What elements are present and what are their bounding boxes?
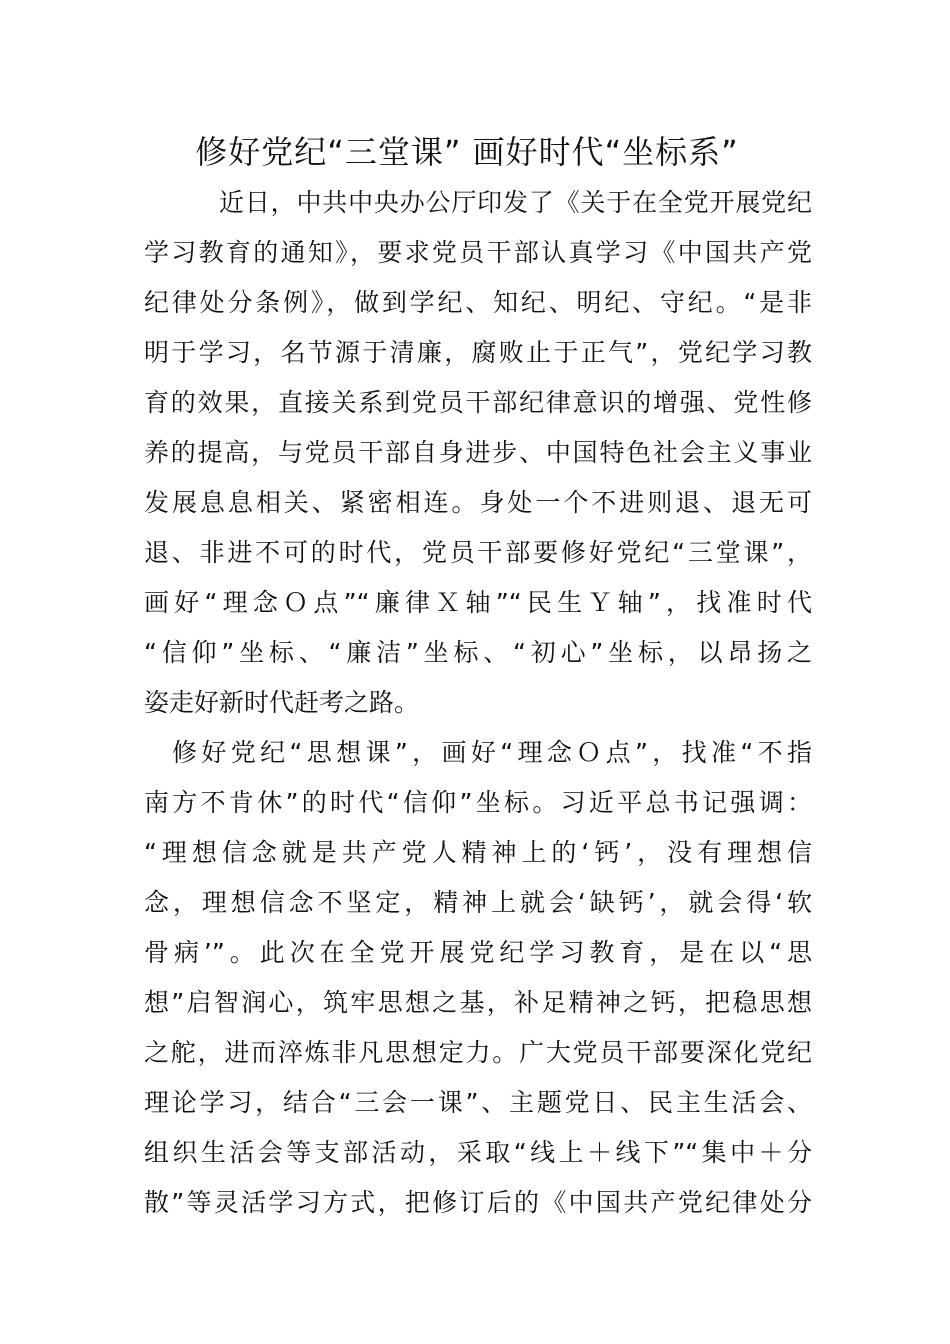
text-line: 想”启智润心，筑牢思想之基，补足精神之钙，把稳思想 xyxy=(144,988,812,1017)
text-line: “理想信念就是共产党人精神上的‘钙’，没有理想信 xyxy=(144,838,812,867)
text-line: 养的提高，与党员干部自身进步、中国特色社会主义事业 xyxy=(144,438,812,467)
text-line: 修好党纪“思想课”，画好“理念Ｏ点”，找准“不指 xyxy=(172,738,812,767)
text-line: 姿走好新时代赶考之路。 xyxy=(144,688,420,717)
text-line: 之舵，进而淬炼非凡思想定力。广大党员干部要深化党纪 xyxy=(144,1038,812,1067)
article-title: 修好党纪“三堂课” 画好时代“坐标系” xyxy=(195,133,739,171)
text-line: 南方不肯休”的时代“信仰”坐标。习近平总书记强调： xyxy=(144,788,812,817)
text-line: 发展息息相关、紧密相连。身处一个不进则退、退无可 xyxy=(144,488,812,517)
article-body xyxy=(144,178,812,1228)
text-line: 组织生活会等支部活动，采取“线上＋线下”“集中＋分 xyxy=(144,1138,812,1167)
text-line: 近日，中共中央办公厅印发了《关于在全党开展党纪 xyxy=(219,188,812,217)
text-line: 明于学习，名节源于清廉，腐败止于正气”，党纪学习教 xyxy=(144,338,812,367)
paragraph-2 xyxy=(144,728,812,1228)
text-line: 纪律处分条例》，做到学纪、知纪、明纪、守纪。“是非 xyxy=(144,288,812,317)
text-line: 退、非进不可的时代，党员干部要修好党纪“三堂课”， xyxy=(144,538,812,567)
text-line: 散”等灵活学习方式，把修订后的《中国共产党纪律处分 xyxy=(144,1188,812,1217)
text-line: 理论学习，结合“三会一课”、主题党日、民主生活会、 xyxy=(144,1088,812,1117)
text-line: 育的效果，直接关系到党员干部纪律意识的增强、党性修 xyxy=(144,388,812,417)
text-line: 学习教育的通知》，要求党员干部认真学习《中国共产党 xyxy=(144,238,812,267)
paragraph-1 xyxy=(144,178,812,728)
text-line: 骨病’”。此次在全党开展党纪学习教育，是在以“思 xyxy=(144,938,812,967)
text-line: 念，理想信念不坚定，精神上就会‘缺钙’，就会得‘软 xyxy=(144,888,812,917)
text-line: “信仰”坐标、“廉洁”坐标、“初心”坐标，以昂扬之 xyxy=(144,638,812,667)
text-line: 画好“理念Ｏ点”“廉律Ｘ轴”“民生Ｙ轴”，找准时代 xyxy=(144,588,812,617)
